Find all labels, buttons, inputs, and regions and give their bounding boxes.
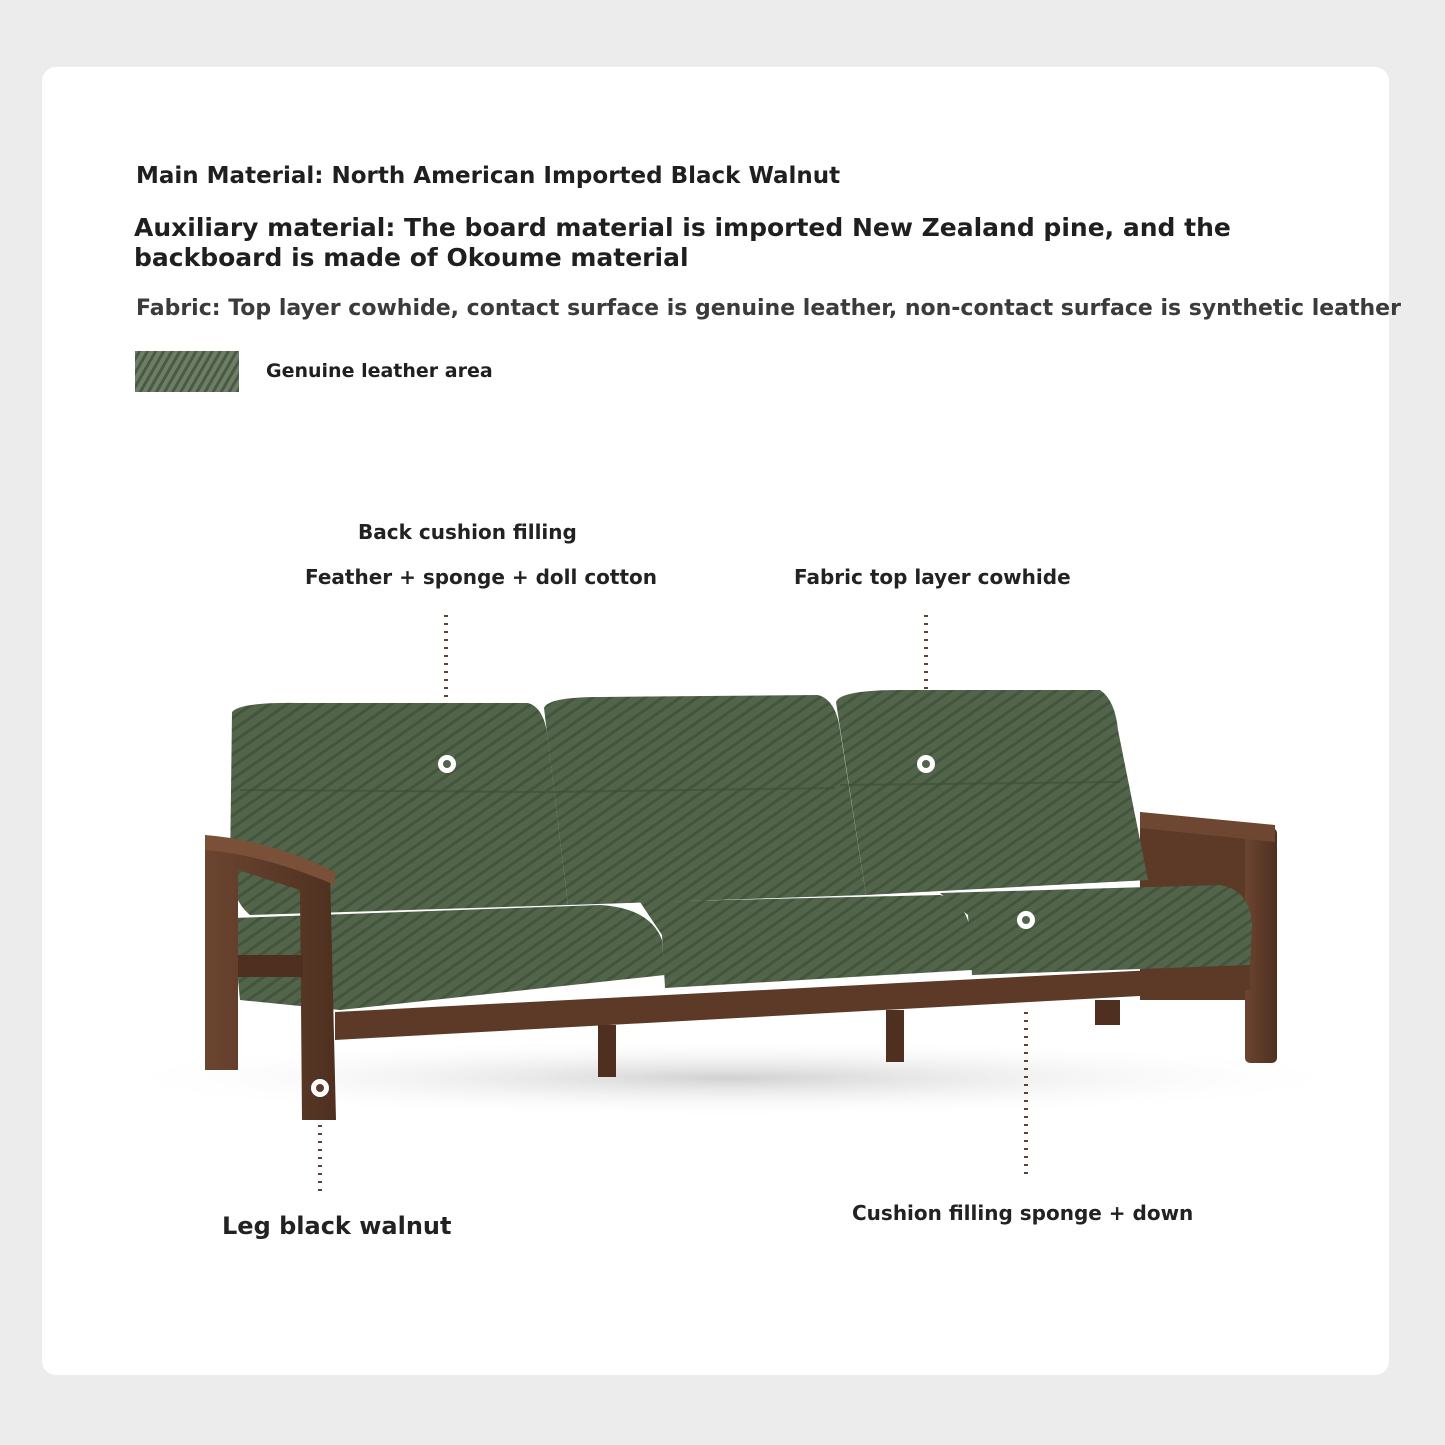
auxiliary-material-text: Auxiliary material: The board material is imported New Zealand pine, and the backboard is made of Okoume material [134,213,1231,272]
back-cushions [230,690,1148,915]
back-cushion-title: Back cushion filling [358,520,577,544]
fabric-text: Fabric: Top layer cowhide, contact surface is genuine leather, non-contact surface is synthetic leather [136,296,1401,321]
main-material-text: Main Material: North American Imported Black Walnut [136,163,841,189]
cushion-callout: Cushion filling sponge + down [852,1201,1194,1225]
floor-shadow [90,1038,1370,1118]
fabric-callout: Fabric top layer cowhide [794,565,1071,589]
leg-callout: Leg black walnut [222,1212,452,1240]
legend-label: Genuine leather area [266,360,493,382]
back-cushion-detail: Feather + sponge + doll cotton [305,565,658,589]
